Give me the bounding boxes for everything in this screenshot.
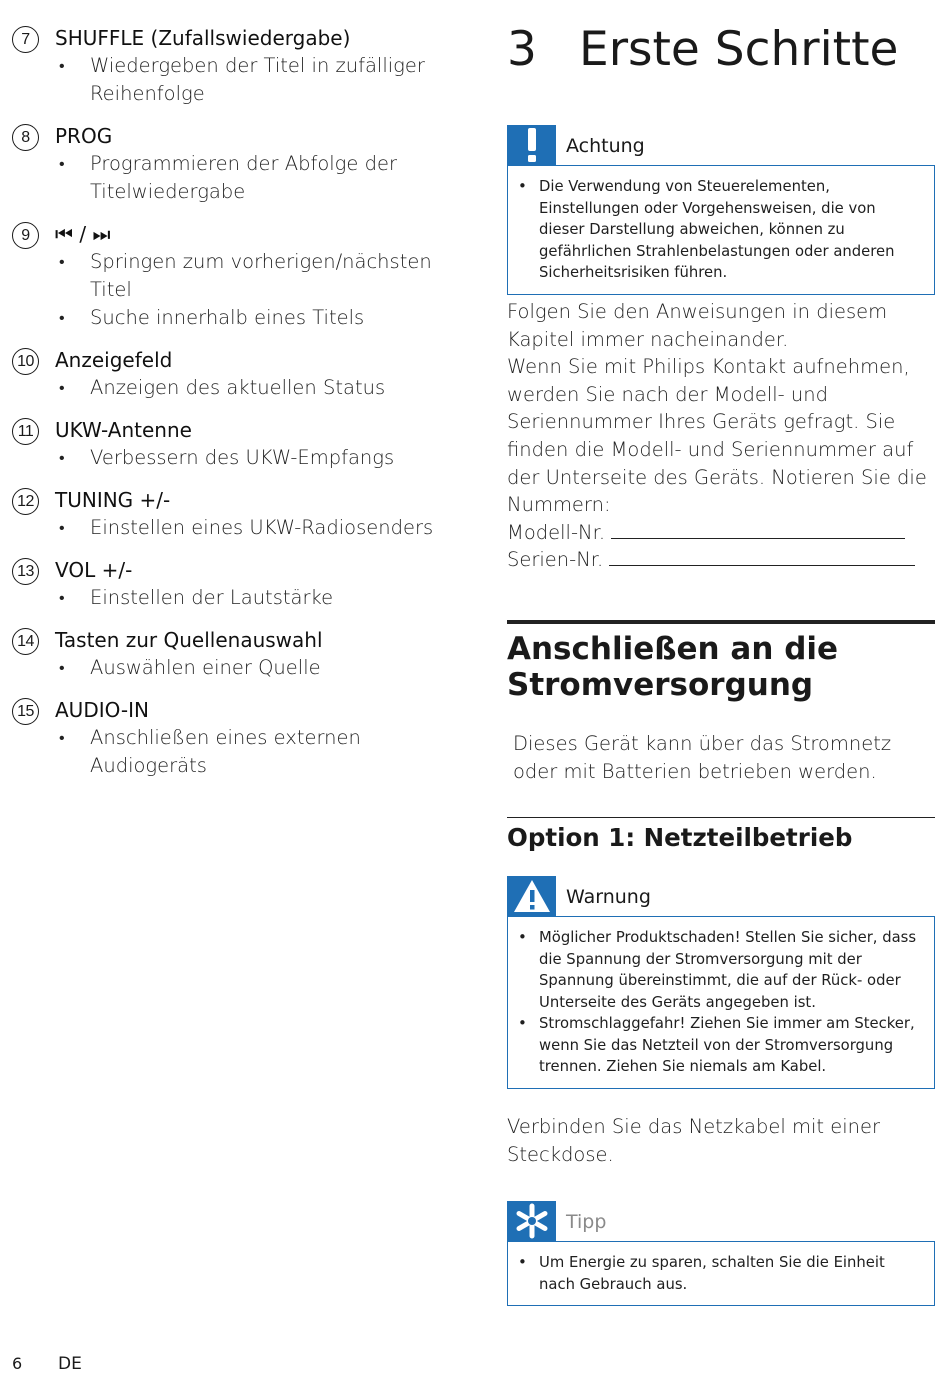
tip-text: • Um Energie zu sparen, schalten Sie die Einheit nach Gebrauch aus.	[508, 1252, 924, 1295]
item-number: 10	[12, 348, 39, 375]
item-number: 8	[12, 124, 39, 151]
feature-item-tuning	[12, 486, 462, 542]
warning-label: Warnung	[566, 886, 651, 908]
list-item: • Springen zum vorherigen/nächsten Titel	[55, 248, 462, 304]
list-item: • Einstellen eines UKW-Radiosenders	[55, 514, 462, 542]
model-number-blank	[611, 519, 905, 539]
intro-text-1: Folgen Sie den Anweisungen in diesem Kapitel immer nacheinander.	[507, 300, 888, 351]
item-title: PROG	[55, 124, 113, 148]
subsection-divider	[507, 817, 935, 818]
feature-item-shuffle	[12, 24, 462, 108]
feature-item-source	[12, 626, 462, 682]
tip-label: Tipp	[566, 1211, 607, 1233]
chapter-title	[507, 22, 898, 78]
caution-text: • Die Verwendung von Steuerelementen, Einstellungen oder Vorgehensweisen, die von dieser Darstellung abweichen, können zu gefährlichen Strahlenbelastungen oder anderen Sicherheitsrisiken führen.	[508, 176, 924, 284]
list-item: • Anschließen eines externen Audiogeräts	[55, 724, 462, 780]
item-number: 14	[12, 628, 39, 655]
intro-paragraph	[507, 298, 935, 574]
item-number: 11	[12, 418, 39, 445]
warning-item: • Möglicher Produktschaden! Stellen Sie sicher, dass die Spannung der Stromversorgung mit der Spannung übereinstimmt, die auf der Rück- oder Unterseite des Geräts angegeben ist.	[508, 927, 924, 1013]
list-item: • Wiedergeben der Titel in zufälliger Reihenfolge	[55, 52, 462, 108]
model-number-label: Modell-Nr.	[507, 520, 606, 544]
item-number: 12	[12, 488, 39, 515]
list-item: • Anzeigen des aktuellen Status	[55, 374, 462, 402]
skip-prev-next-icon: ⏮ / ⏭	[55, 222, 111, 246]
section-title: Anschließen an die Stromversorgung	[507, 631, 839, 703]
list-item: • Auswählen einer Quelle	[55, 654, 462, 682]
warning-triangle-icon	[507, 876, 556, 916]
item-title: Anzeigefeld	[55, 348, 173, 372]
item-title: VOL +/-	[55, 558, 133, 582]
feature-item-prog	[12, 122, 462, 206]
exclamation-icon	[507, 125, 556, 165]
item-title: Tasten zur Quellenauswahl	[55, 628, 323, 652]
tip-box	[507, 1201, 935, 1306]
section-paragraph: Dieses Gerät kann über das Stromnetz oder mit Batterien betrieben werden.	[513, 732, 892, 783]
intro-text-2: Wenn Sie mit Philips Kontakt aufnehmen, werden Sie nach der Modell- und Seriennummer Ihres Geräts gefragt. Sie finden die Modell- und Seriennummer auf der Unterseite des Geräts. Notieren Sie die Nummern:	[507, 355, 927, 517]
item-title: UKW-Antenne	[55, 418, 192, 442]
warning-item: • Stromschlaggefahr! Ziehen Sie immer am Stecker, wenn Sie das Netzteil von der Stromversorgung trennen. Ziehen Sie niemals am Kabel.	[508, 1013, 924, 1078]
feature-item-audio-in	[12, 696, 462, 780]
list-item: • Einstellen der Lautstärke	[55, 584, 462, 612]
item-title: TUNING +/-	[55, 488, 171, 512]
chapter-number: 3	[507, 22, 537, 77]
list-item: • Programmieren der Abfolge der Titelwiedergabe	[55, 150, 462, 206]
chapter-title-text: Erste Schritte	[579, 22, 899, 77]
caution-label: Achtung	[566, 135, 645, 157]
list-item: • Suche innerhalb eines Titels	[55, 304, 462, 332]
connect-paragraph: Verbinden Sie das Netzkabel mit einer Steckdose.	[507, 1115, 881, 1166]
feature-item-display	[12, 346, 462, 402]
caution-box	[507, 125, 935, 295]
feature-list	[12, 24, 462, 794]
language-code: DE	[58, 1354, 82, 1374]
item-title: AUDIO-IN	[55, 698, 149, 722]
serial-number-blank	[609, 546, 915, 566]
item-number: 9	[12, 222, 39, 249]
page-number: 6	[12, 1354, 23, 1373]
warning-box	[507, 876, 935, 1089]
list-item: • Verbessern des UKW-Empfangs	[55, 444, 462, 472]
serial-number-label: Serien-Nr.	[507, 548, 604, 572]
subsection-title: Option 1: Netzteilbetrieb	[507, 823, 853, 852]
section-divider	[507, 620, 935, 624]
feature-item-skip	[12, 220, 462, 332]
tip-asterisk-icon	[507, 1201, 556, 1241]
feature-item-antenna	[12, 416, 462, 472]
feature-item-volume	[12, 556, 462, 612]
item-number: 13	[12, 558, 39, 585]
item-title: SHUFFLE (Zufallswiedergabe)	[55, 26, 351, 50]
item-number: 15	[12, 698, 39, 725]
page-footer	[12, 1353, 82, 1375]
item-number: 7	[12, 26, 39, 53]
